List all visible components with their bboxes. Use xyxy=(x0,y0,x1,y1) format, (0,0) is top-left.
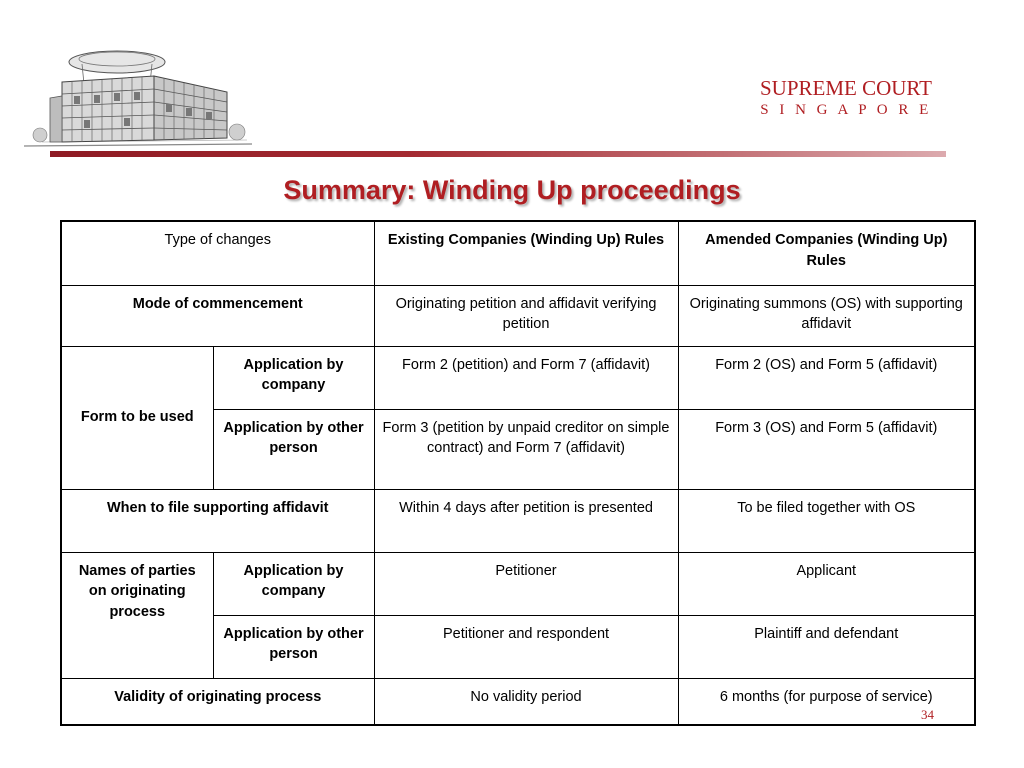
cell-form-company-amended: Form 2 (OS) and Form 5 (affidavit) xyxy=(678,346,975,409)
organization-country: S I N G A P O R E xyxy=(760,102,932,118)
cell-form-company-existing: Form 2 (petition) and Form 7 (affidavit) xyxy=(374,346,678,409)
page-number: 34 xyxy=(921,707,934,722)
table-row xyxy=(61,678,975,725)
cell-mode-amended: Originating summons (OS) with supporting affidavit xyxy=(678,285,975,346)
organization-header xyxy=(700,76,992,119)
header-amended-rules: Amended Companies (Winding Up) Rules xyxy=(678,221,975,285)
summary-table xyxy=(60,220,976,726)
table-row xyxy=(61,346,975,409)
cell-names-company-existing: Petitioner xyxy=(374,552,678,615)
header-divider xyxy=(50,151,946,157)
cell-names-company-amended: Applicant xyxy=(678,552,975,615)
header-type-of-changes: Type of changes xyxy=(61,221,374,285)
cell-names-other-amended: Plaintiff and defendant xyxy=(678,615,975,678)
cell-form-other-existing: Form 3 (petition by unpaid creditor on simple contract) and Form 7 (affidavit) xyxy=(374,409,678,489)
cell-when-amended: To be filed together with OS xyxy=(678,489,975,552)
row-label-form: Form to be used xyxy=(61,346,213,489)
sub-label-names-other: Application by other person xyxy=(213,615,374,678)
row-label-when: When to file supporting affidavit xyxy=(61,489,374,552)
slide-title: Summary: Winding Up proceedings xyxy=(283,175,741,205)
table-row xyxy=(61,285,975,346)
supreme-court-building-logo xyxy=(22,40,257,152)
cell-mode-existing: Originating petition and affidavit verifying petition xyxy=(374,285,678,346)
cell-names-other-existing: Petitioner and respondent xyxy=(374,615,678,678)
sub-label-form-other: Application by other person xyxy=(213,409,374,489)
table-row xyxy=(61,489,975,552)
sub-label-names-company: Application by company xyxy=(213,552,374,615)
row-label-validity: Validity of originating process xyxy=(61,678,374,725)
organization-name: SUPREME COURT xyxy=(759,76,933,100)
cell-form-other-amended: Form 3 (OS) and Form 5 (affidavit) xyxy=(678,409,975,489)
cell-validity-existing: No validity period xyxy=(374,678,678,725)
table-row xyxy=(61,552,975,615)
row-label-mode: Mode of commencement xyxy=(61,285,374,346)
row-label-names: Names of parties on originating process xyxy=(61,552,213,678)
cell-validity-amended: 6 months (for purpose of service) xyxy=(678,678,975,725)
sub-label-form-company: Application by company xyxy=(213,346,374,409)
cell-when-existing: Within 4 days after petition is presented xyxy=(374,489,678,552)
table-header-row xyxy=(61,221,975,285)
header-existing-rules: Existing Companies (Winding Up) Rules xyxy=(374,221,678,285)
